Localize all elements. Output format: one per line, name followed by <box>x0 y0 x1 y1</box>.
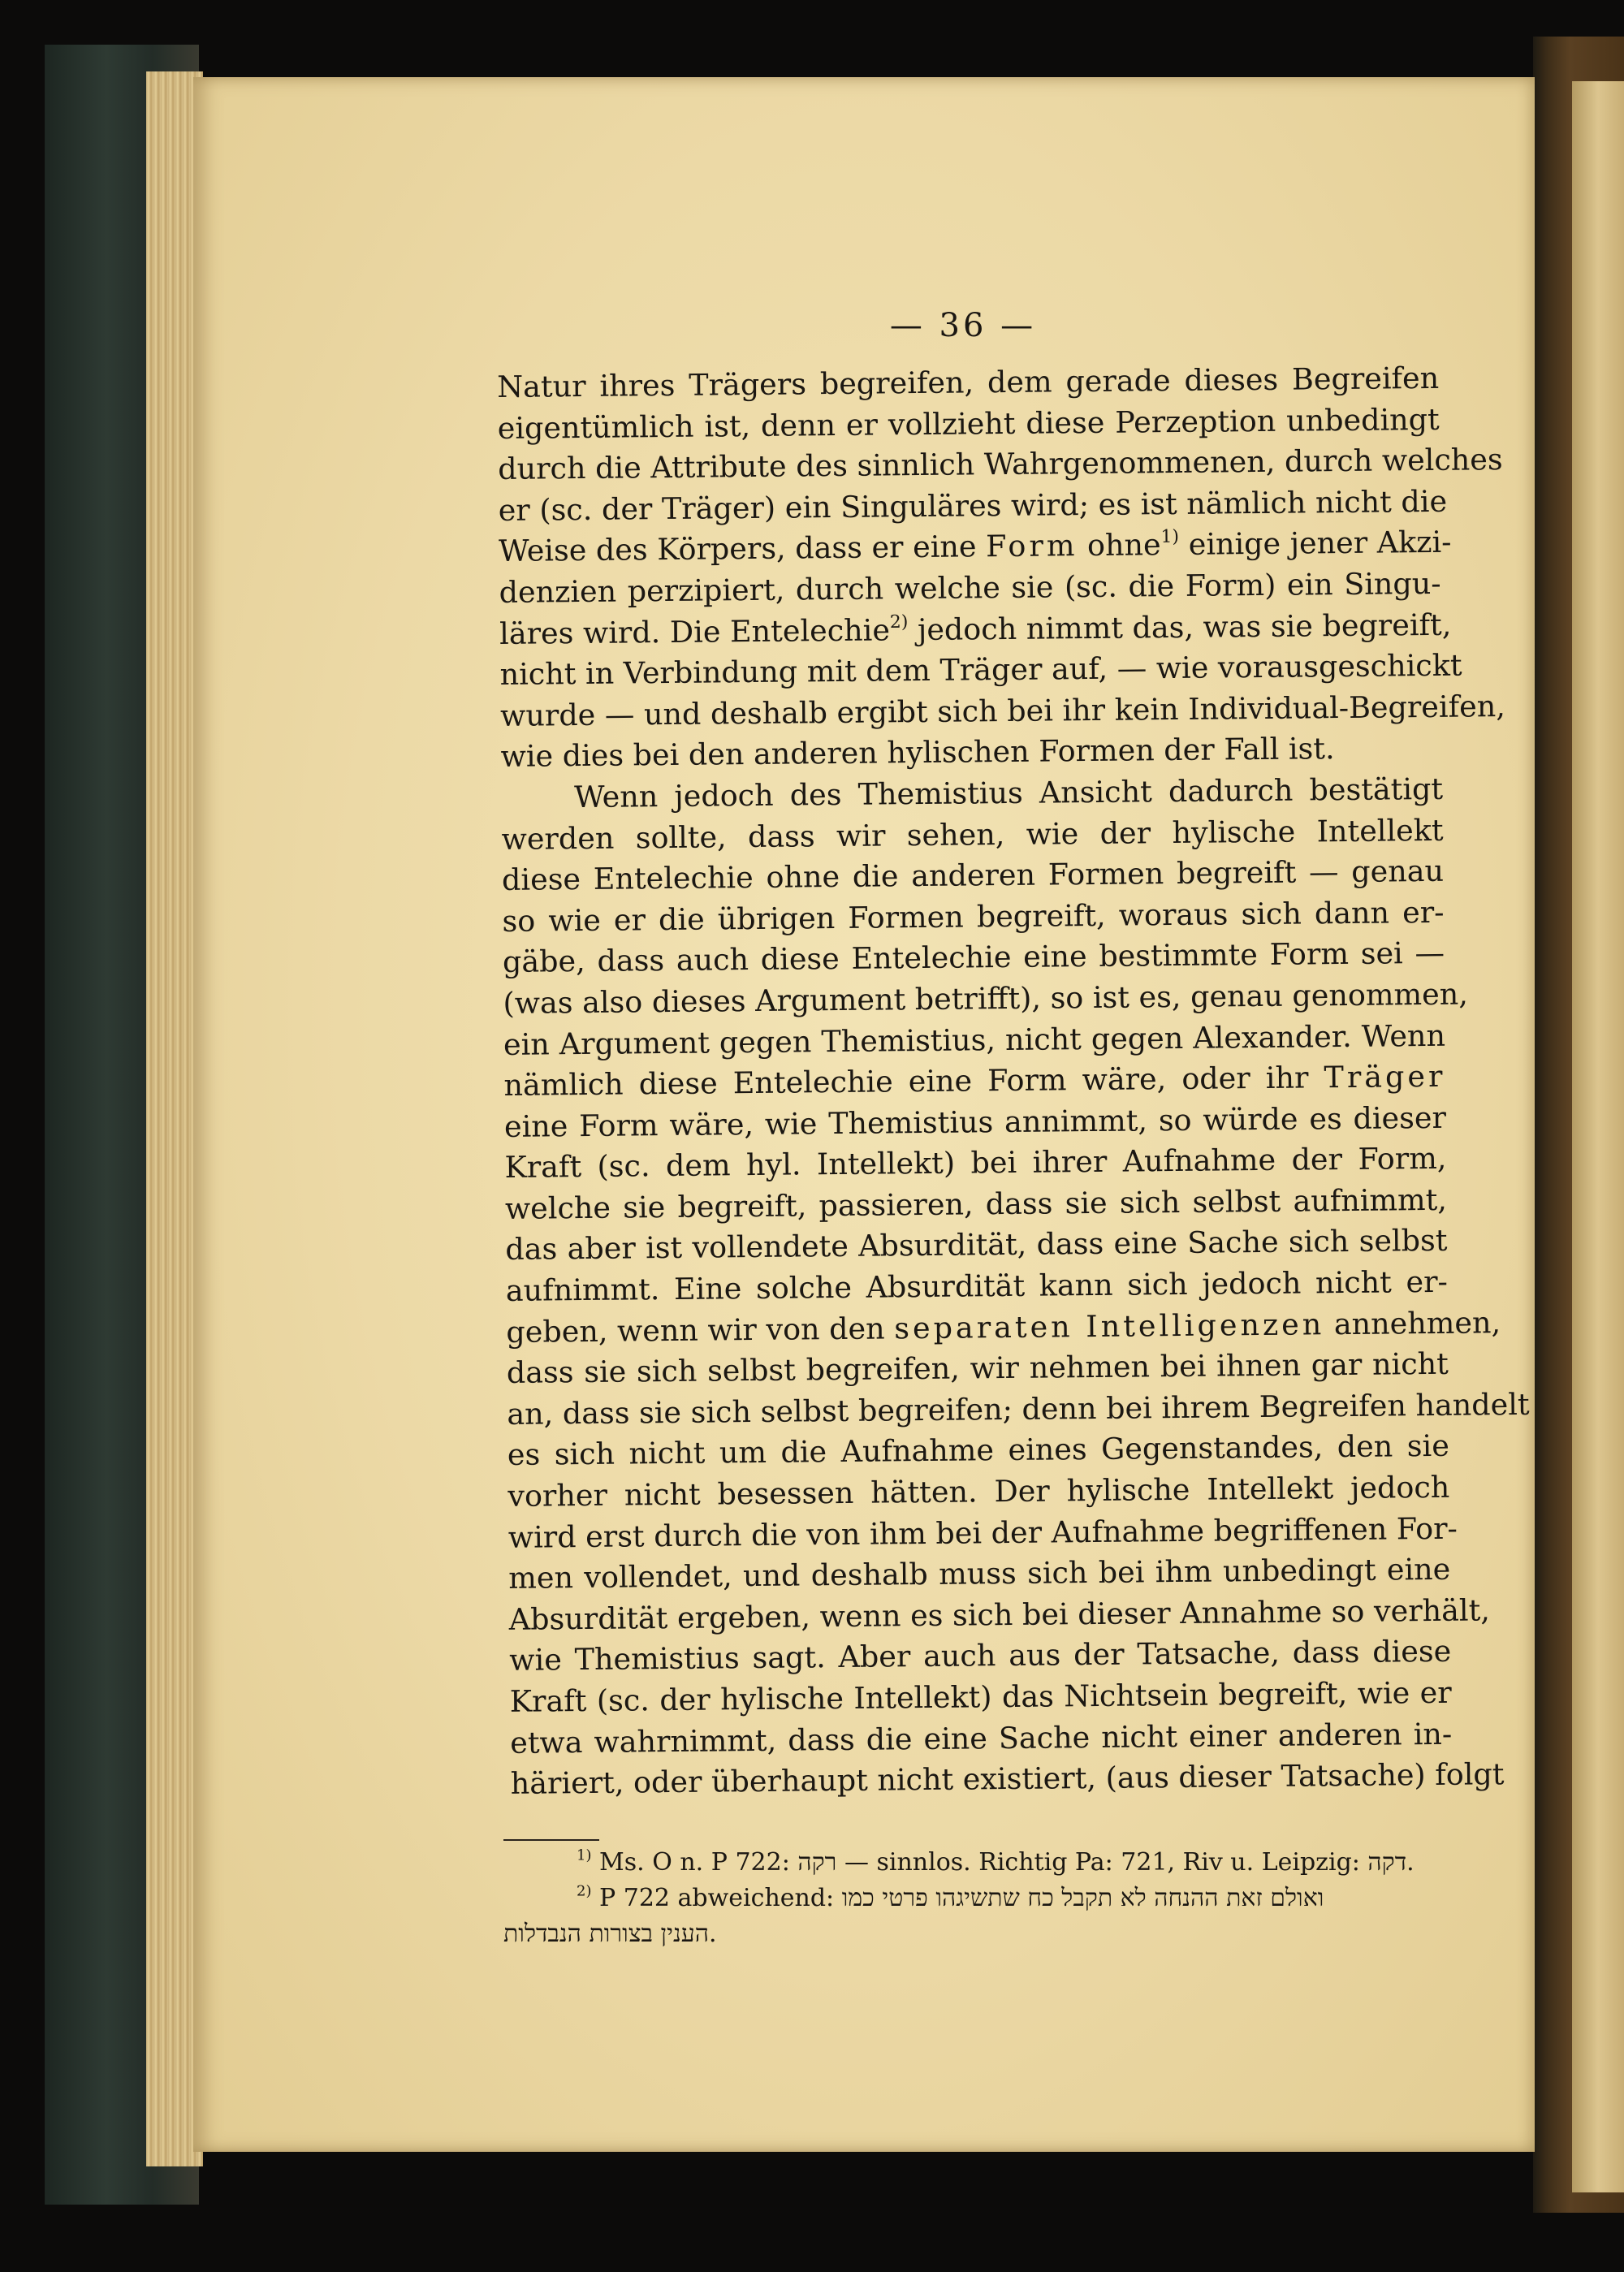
text-segment: wurde — und deshalb ergibt sich bei ihr kein Individual-Begreifen, <box>499 688 1506 733</box>
text-segment: jedoch nimmt das, was sie begreift, <box>908 607 1452 647</box>
footnote-1 <box>503 1845 1445 1881</box>
text-segment: Natur ihres Trägers begreifen, dem gerade dieses Begreifen <box>497 360 1440 404</box>
text-segment: das aber ist vollendete Absurdität, dass eine Sache sich selbst <box>505 1223 1448 1268</box>
text-segment: durch die Attribute des sinnlich Wahrgenommenen, durch welches <box>498 442 1503 487</box>
page-number: — 36 — <box>889 307 1037 344</box>
text-segment: er (sc. der Träger) ein Singuläres wird; es ist nämlich nicht die <box>498 483 1448 528</box>
spaced-word: Form <box>985 528 1078 564</box>
text-segment: nicht in Verbindung mit dem Träger auf, — wie vorausgeschickt <box>499 647 1462 693</box>
text-segment: eine Form wäre, wie Themistius annimmt, so würde es dieser <box>503 1099 1447 1144</box>
text-segment: Wenn jedoch des Themistius Ansicht dadurch bestätigt <box>573 771 1444 815</box>
footnote-2 <box>503 1881 1445 1916</box>
text-segment: denzien perzipiert, durch welche sie (sc. die Form) ein Singu- <box>499 565 1441 610</box>
text-segment: häriert, oder überhaupt nicht existiert, (aus dieser Tatsache) folgt <box>510 1756 1505 1802</box>
text-segment: diese Entelechie ohne die anderen Formen begreift — genau <box>501 853 1445 898</box>
main-text <box>497 358 1530 1805</box>
text-segment: geben, wenn wir von den <box>506 1311 895 1350</box>
text-segment: dass sie sich selbst begreifen, wir nehmen bei ihnen gar nicht <box>506 1346 1449 1391</box>
text-segment: Absurdität ergeben, wenn es sich bei dieser Annahme so verhält, <box>508 1592 1491 1637</box>
text-segment: es sich nicht um die Aufnahme eines Gegenstandes, den sie <box>507 1428 1450 1473</box>
text-segment: wie dies bei den anderen hylischen Formen der Fall ist. <box>500 731 1335 775</box>
footnote-ref: 1) <box>1160 526 1180 548</box>
spaced-word: separaten Intelligenzen <box>894 1306 1325 1346</box>
text-segment: Weise des Körpers, dass er eine <box>498 529 987 569</box>
footnote-1-text: Ms. O n. P 722: רקה — sinnlos. Richtig Pa: 721, Riv u. Leipzig: דקה. <box>591 1848 1415 1877</box>
text-segment: ohne <box>1078 527 1161 564</box>
footnote-rule <box>503 1839 599 1841</box>
footnote-2-continuation: הענין בצורות הנבדלות. <box>503 1920 717 1948</box>
footnote-2-marker: 2) <box>577 1882 592 1900</box>
spaced-word: Träger <box>1324 1058 1446 1095</box>
text-segment: nämlich diese Entelechie eine Form wäre, oder ihr <box>503 1060 1324 1104</box>
text-segment: Kraft (sc. dem hyl. Intellekt) bei ihrer Aufnahme der Form, <box>504 1141 1447 1186</box>
text-segment: so wie er die übrigen Formen begreift, woraus sich dann er- <box>502 894 1445 939</box>
text-segment: einige jener Akzi- <box>1178 525 1452 563</box>
text-segment: etwa wahrnimmt, dass die eine Sache nicht einer anderen in- <box>510 1716 1453 1760</box>
text-segment: men vollendet, und deshalb muss sich bei ihm unbedingt eine <box>508 1552 1451 1596</box>
footnote-ref: 2) <box>889 611 909 633</box>
text-segment: gäbe, dass auch diese Entelechie eine bestimmte Form sei — <box>502 935 1445 980</box>
footnote-1-marker: 1) <box>577 1847 592 1864</box>
facing-page-edge <box>1572 81 1624 2192</box>
footnotes <box>503 1845 1445 1952</box>
text-segment: vorher nicht besessen hätten. Der hylische Intellekt jedoch <box>508 1469 1450 1514</box>
text-segment: an, dass sie sich selbst begreifen; denn bei ihrem Begreifen handelt <box>507 1386 1530 1432</box>
text-segment: werden sollte, dass wir sehen, wie der hylische Intellekt <box>501 812 1444 857</box>
text-segment: (was also dieses Argument betrifft), so ist es, genau genommen, <box>503 976 1469 1021</box>
text-segment: läres wird. Die Entelechie <box>499 611 891 651</box>
footnote-2-text: P 722 abweichend: ואולם זאת ההנחה לא תקבל כח שתשיגהו פרטי כמו <box>591 1884 1324 1912</box>
text-segment: eigentümlich ist, denn er vollzieht diese Perzeption unbedingt <box>497 401 1440 446</box>
text-segment: welche sie begreift, passieren, dass sie sich selbst aufnimmt, <box>504 1181 1448 1226</box>
text-segment: ein Argument gegen Themistius, nicht gegen Alexander. Wenn <box>503 1017 1446 1062</box>
text-segment: wird erst durch die von ihm bei der Aufnahme begriffenen For- <box>508 1510 1458 1555</box>
text-segment: wie Themistius sagt. Aber auch aus der Tatsache, dass diese <box>509 1634 1452 1678</box>
text-segment: annehmen, <box>1324 1304 1501 1341</box>
text-segment: Kraft (sc. der hylische Intellekt) das Nichtsein begreift, wie er <box>509 1674 1452 1719</box>
text-segment: aufnimmt. Eine solche Absurdität kann sich jedoch nicht er- <box>505 1263 1449 1309</box>
